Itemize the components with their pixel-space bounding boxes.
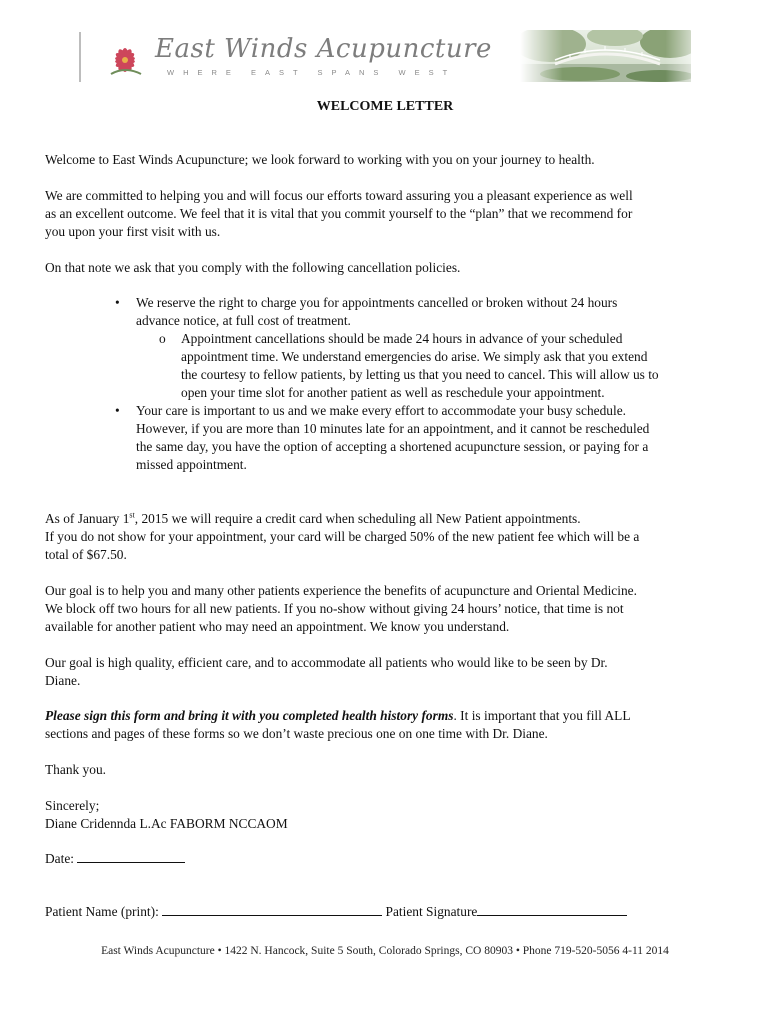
bridge-photo-image (520, 30, 691, 82)
sub-bullet-icon: o (159, 331, 166, 346)
list-item: • We reserve the right to charge you for appointments cancelled or broken without 24 hours advance notice, at full cost of treatment. (115, 295, 618, 328)
logo-name: East Winds Acupuncture (155, 34, 492, 64)
list-item: • Your care is important to us and we make every effort to accommodate your busy schedule. However, if you are more than 10 minutes late for an appointment, and it cannot be rescheduled the same day, you have the option of accepting a shortened acupuncture session, or paying for a missed appointment. (115, 403, 650, 472)
patient-signature-line: Patient Name (print): Patient Signature (45, 903, 725, 921)
letterhead (79, 30, 691, 82)
patient-name-field[interactable] (162, 903, 382, 916)
thank-you: Thank you. (45, 762, 106, 777)
commitment-paragraph: We are committed to helping you and will focus our efforts toward assuring you a pleasant experience as well as an excellent outcome. We feel that it is vital that you commit yourself to the “plan” that we recommend for you upon your first visit with us. (45, 188, 633, 239)
logo-tagline: WHERE EAST SPANS WEST (167, 68, 457, 77)
patient-signature-field[interactable] (477, 903, 627, 916)
cancellation-policy-list (45, 294, 725, 474)
footer-address: East Winds Acupuncture • 1422 N. Hancock, Suite 5 South, Colorado Springs, CO 80903 • Phone 719-520-5056 4-11 2014 (101, 945, 669, 957)
policy-intro: On that note we ask that you comply with the following cancellation policies. (45, 260, 461, 275)
care-goal-paragraph: Our goal is high quality, efficient care, and to accommodate all patients who would like to be seen by Dr. Diane. (45, 655, 608, 688)
date-field[interactable] (77, 850, 185, 863)
intro-paragraph: Welcome to East Winds Acupuncture; we look forward to working with you on your journey to health. (45, 152, 595, 167)
credit-card-paragraph: As of January 1st, 2015 we will require a credit card when scheduling all New Patient appointments. If you do not show for your appointment, your card will be charged 50% of the new patient fee which will be a total of $67.50. (45, 510, 640, 562)
list-item: o Appointment cancellations should be made 24 hours in advance of your scheduled appointment time. We understand emergencies do arise. We simply ask that you extend the courtesy to fellow patients, by letting us that you need to cancel. This will allow us to open your time slot for another patient as well as reschedule your appointment. (159, 331, 659, 400)
bullet-icon: • (115, 403, 120, 418)
bullet-icon: • (115, 295, 120, 310)
logo-divider (79, 32, 81, 82)
logo (79, 30, 492, 82)
date-line: Date: (45, 850, 725, 868)
lotus-flower-icon (103, 36, 147, 76)
signature-block: Sincerely; Diane Cridennda L.Ac FABORM NCCAOM (45, 798, 288, 831)
sign-note-paragraph: Please sign this form and bring it with you completed health history forms. It is important that you fill ALL sections and pages of these forms so we don’t waste precious one on one time with Dr. Diane. (45, 708, 631, 741)
goal-paragraph: Our goal is to help you and many other patients experience the benefits of acupuncture and Oriental Medicine. We block off two hours for all new patients. If you no-show without giving 24 hours’ notice, that time is not available for another patient who may need an appointment. We know you understand. (45, 583, 637, 634)
letter-title: WELCOME LETTER (316, 99, 454, 114)
